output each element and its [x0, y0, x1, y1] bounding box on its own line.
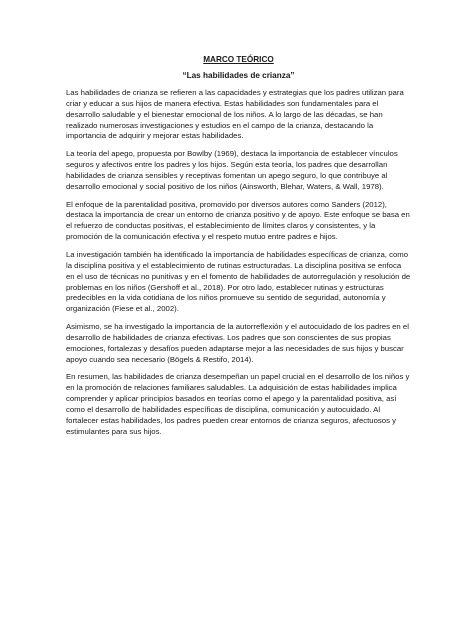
paragraph-specific-skills: La investigación también ha identificado la importancia de habilidades específicas de crianza, como la disciplina positiva y el establecimiento de rutinas estructuradas. La disciplina positiva se enfoca en el uso de técnicas no punitivas y en el fomento de habilidades de autorregulación y resolución de problemas en los niños (Gershoff et al., 2018). Por otro lado, establecer rutinas y estructuras predecibles en la vida cotidiana de los niños promueve su sentido de seguridad, autonomía y organización (Fiese et al., 2002).: [66, 249, 411, 314]
paragraph-attachment-theory: La teoría del apego, propuesta por Bowlby (1969), destaca la importancia de establecer vínculos seguros y afectivos entre los padres y los hijos. Según esta teoría, los padres que desarrollan habilidades de crianza sensibles y receptivas fomentan un apego seguro, lo que contribuye al desarrollo emocional y social positivo de los niños (Ainsworth, Blehar, Waters, & Wall, 1978).: [66, 149, 398, 191]
paragraph-self-care: Asimismo, se ha investigado la importancia de la autorreflexión y el autocuidado de los padres en el desarrollo de habilidades de crianza efectivas. Los padres que son conscientes de sus propias emociones, fortalezas y desafíos pueden adaptarse mejor a las necesidades de sus hijos y buscar apoyo cuando sea necesario (Bögels & Restifo, 2014).: [66, 322, 409, 364]
paragraph-positive-parenting: El enfoque de la parentalidad positiva, promovido por diversos autores como Sanders (2012), destaca la importancia de crear un entorno de crianza positivo y de apoyo. Este enfoque se basa en el refuerzo de conductas positivas, el establecimiento de límites claros y consistentes, y la promoción de la comunicación efectiva y el respeto mutuo entre padres e hijos.: [66, 199, 410, 242]
paragraph-summary: En resumen, las habilidades de crianza desempeñan un papel crucial en el desarrollo de los niños y en la promoción de relaciones familiares saludables. La adquisición de estas habilidades implica comprender y aplicar principios basados en teorías como el apego y la parentalidad positiva, así como el desarrollo de habilidades específicas de disciplina, comunicación y autocuidado. Al fortalecer estas habilidades, los padres pueden crear entornos de crianza seguros, afectuosos y estimulantes para sus hijos.: [66, 372, 410, 436]
document-subtitle: “Las habilidades de crianza”: [182, 71, 295, 80]
document-title: MARCO TEÓRICO: [203, 55, 274, 64]
document-page: [66, 55, 411, 437]
paragraph-introduction: Las habilidades de crianza se refieren a las capacidades y estrategias que los padres utilizan para criar y educar a sus hijos de manera efectiva. Estas habilidades son fundamentales para el desarrollo saludable y el bienestar emocional de los niños. A lo largo de las décadas, se han realizado numerosas investigaciones y estudios en el campo de la crianza, destacando la importancia de adquirir y mejorar estas habilidades.: [66, 88, 404, 141]
